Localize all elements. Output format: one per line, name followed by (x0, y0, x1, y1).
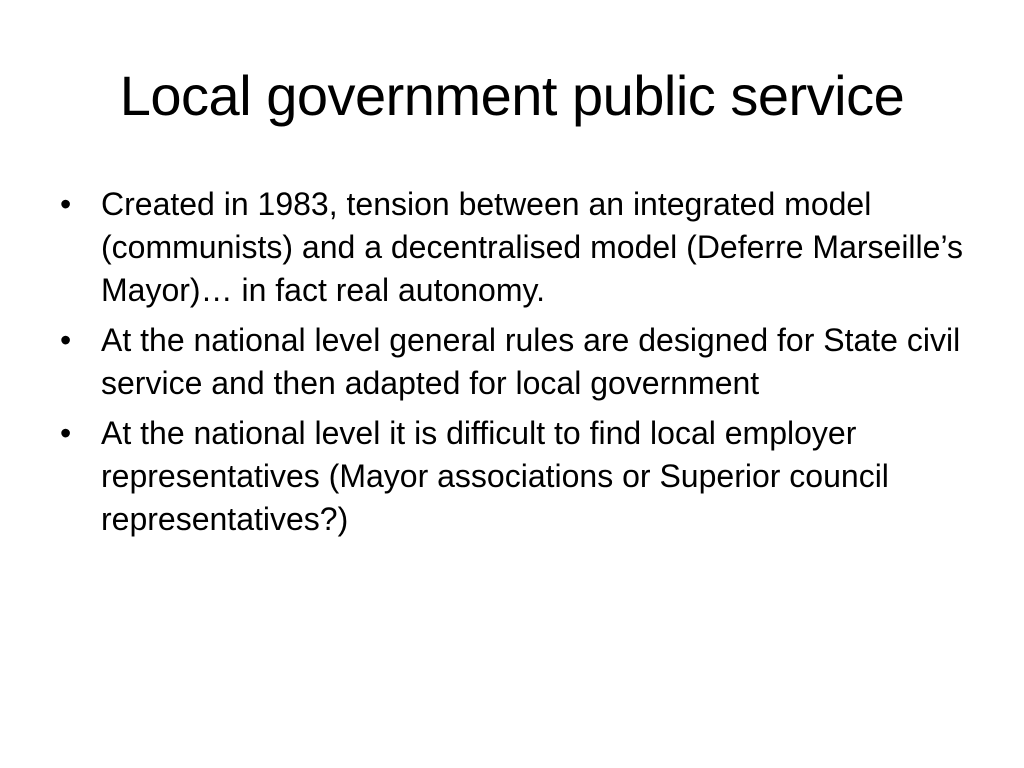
bullet-text: Created in 1983, tension between an integrated model (communists) and a decentralised model (Deferre Marseille’s Mayor)… in fact real autonomy. (101, 186, 963, 308)
bullet-list (60, 183, 965, 548)
bullet-item-2 (60, 319, 965, 405)
bullet-text: At the national level it is difficult to find local employer representatives (Mayor associations or Superior council representatives?) (101, 415, 889, 537)
bullet-item-1 (60, 183, 965, 312)
bullet-icon: • (60, 322, 72, 358)
bullet-item-3 (60, 412, 965, 541)
slide-title: Local government public service (119, 64, 905, 127)
bullet-icon: • (60, 186, 72, 222)
bullet-text: At the national level general rules are designed for State civil service and then adapted for local government (101, 322, 961, 401)
bullet-icon: • (60, 415, 72, 451)
